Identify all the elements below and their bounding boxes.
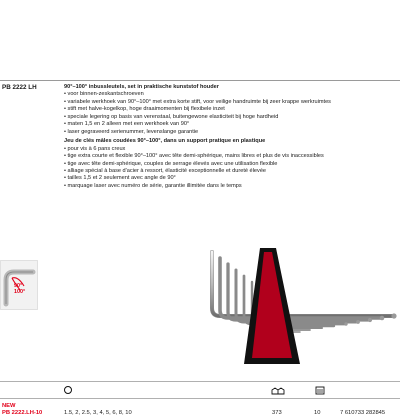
- feature-item: • alliage spécial à base d'acier à ressort, élasticité exceptionnelle et dureté élevée: [64, 168, 398, 175]
- angle-inset-illustration: [0, 260, 38, 310]
- feature-item: • variabele werkhoek van 90°–100° met extra korte stift, voor veilige handruimte bij zeer krappe werkruimtes: [64, 99, 398, 106]
- weight-value: 373: [272, 410, 282, 416]
- header-rule: [0, 80, 400, 81]
- french-heading: Jeu de clés mâles coudées 90°–100°, dans un support pratique en plastique: [64, 138, 266, 145]
- angle-label-100: 100°: [14, 289, 26, 295]
- dutch-heading: 90°–100° inbussleutels, set in praktische kunststof houder: [64, 84, 219, 90]
- pack-quantity: 10: [314, 410, 321, 416]
- sizes-list: 1.5, 2, 2.5, 3, 4, 5, 6, 8, 10: [64, 410, 132, 416]
- product-code: PB 2222 LH: [2, 84, 37, 91]
- french-feature-list: [64, 146, 398, 191]
- feature-item: • tige extra courte et flexible 90°–100° avec tête demi-sphérique, mains libres et plus de vis inaccessibles: [64, 153, 398, 160]
- hex-key-set-image: [210, 246, 400, 366]
- feature-item: • marquage laser avec numéro de série, garantie illimitée dans le temps: [64, 183, 398, 190]
- feature-item: • maten 1,5 en 2 alleen met een werkhoek van 90°: [64, 121, 398, 128]
- weight-icon: [315, 386, 325, 395]
- packaging-icon: [271, 387, 285, 395]
- feature-item: • laser gegraveerd serienummer, levenslange garantie: [64, 129, 398, 136]
- feature-item: • tailles 1,5 et 2 seulement avec angle de 90°: [64, 175, 398, 182]
- table-rule-middle: [0, 398, 400, 399]
- feature-item: • tige avec tête demi-sphérique, couples de serrage élevés avec une utilisation flexible: [64, 161, 398, 168]
- table-rule-top: [0, 381, 400, 382]
- dutch-feature-list: [64, 91, 398, 136]
- product-description: [64, 84, 398, 190]
- feature-item: • pour vis à 6 pans creux: [64, 146, 398, 153]
- new-badge: NEW: [2, 403, 16, 409]
- ean-code: 7 610733 282845: [340, 410, 386, 416]
- feature-item: • voor binnen-zeskantschroeven: [64, 91, 398, 98]
- article-number: PB 2222.LH-10: [2, 410, 43, 416]
- angle-label-90: 90°: [14, 283, 23, 289]
- feature-item: • stift met halve-kogelkop, hoge draaimomenten bij flexibele inzet: [64, 106, 398, 113]
- hexagon-ring-icon: [64, 386, 72, 394]
- feature-item: • speciale legering op basis van verenstaal, buitengewone elasticiteit bij hoge hardheid: [64, 114, 398, 121]
- hex-key-group: [212, 252, 394, 332]
